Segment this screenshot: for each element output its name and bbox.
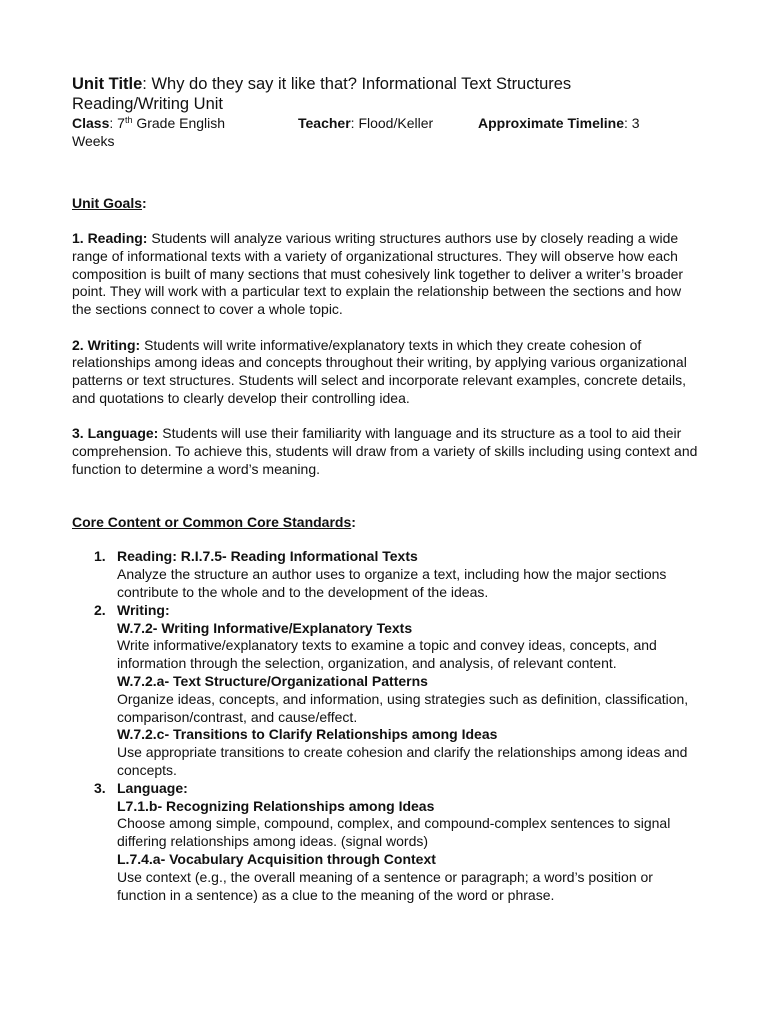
document-page	[72, 74, 702, 904]
teacher-value: : Flood/Keller	[350, 115, 434, 131]
core-standards-heading-text: Core Content or Common Core Standards	[72, 513, 352, 530]
unit-title-line2: Reading/Writing Unit	[72, 95, 224, 113]
substandard-text: Use context (e.g., the overall meaning of a sentence or paragraph; a word’s position or function in a sentence) as a clue to the meaning of the word or phrase.	[117, 868, 653, 903]
unit-title-label: Unit Title	[72, 75, 143, 93]
substandard-text: Use appropriate transitions to create cohesion and clarify the relationships among ideas and concepts.	[117, 744, 688, 779]
core-standards-heading-colon: :	[351, 513, 356, 530]
substandard-title: L.7.4.a- Vocabulary Acquisition through Context	[117, 851, 436, 867]
goal-text: Students will write informative/explanatory texts in which they create cohesion of relationships among ideas and concepts throughout their writing, by applying various organizational patterns or text structures. Students will select and incorporate relevant examples, concrete details, and quotations to clearly develop their controlling idea.	[72, 336, 687, 406]
standard-item-writing	[72, 602, 702, 780]
standard-item-reading	[72, 548, 702, 601]
teacher-info	[298, 115, 433, 133]
substandard-text: Organize ideas, concepts, and information, using strategies such as definition, classification, comparison/contrast, and cause/effect.	[117, 690, 689, 725]
timeline-value: : 3	[624, 115, 640, 131]
goal-writing	[72, 337, 702, 408]
substandard-title: L7.1.b- Recognizing Relationships among Ideas	[117, 797, 435, 814]
standard-title: Language:	[117, 779, 188, 796]
goal-reading	[72, 230, 702, 319]
standard-number: 3.	[94, 779, 106, 796]
unit-goals-heading	[72, 195, 702, 213]
standard-number: 1.	[94, 548, 106, 565]
class-info	[72, 115, 225, 133]
unit-goals-heading-text: Unit Goals	[72, 194, 143, 211]
substandard-title: W.7.2.c- Transitions to Clarify Relationships among Ideas	[117, 726, 498, 743]
substandard-title: W.7.2- Writing Informative/Explanatory Texts	[117, 619, 413, 636]
teacher-label: Teacher	[298, 115, 351, 131]
substandard-text: Write informative/explanatory texts to examine a topic and convey ideas, concepts, and information through the selection, organization, and analysis, of relevant content.	[117, 637, 657, 672]
timeline-value-continued: Weeks	[72, 133, 115, 149]
goal-label: 3. Language:	[72, 425, 159, 442]
timeline-label: Approximate Timeline	[478, 115, 625, 131]
goal-label: 2. Writing:	[72, 336, 141, 353]
class-value-pre: : 7	[109, 115, 125, 131]
class-value-sup: th	[124, 115, 133, 125]
standard-text: Analyze the structure an author uses to organize a text, including how the major sections contribute to the whole and to the development of the ideas.	[117, 566, 667, 601]
substandard-title: W.7.2.a- Text Structure/Organizational Patterns	[117, 673, 428, 690]
timeline-info	[478, 115, 640, 133]
unit-title	[72, 74, 702, 94]
goal-language	[72, 425, 702, 478]
standard-title: Reading: R.I.7.5- Reading Informational Texts	[117, 548, 418, 565]
goal-text: Students will use their familiarity with language and its structure as a tool to aid their comprehension. To achieve this, students will draw from a variety of skills including using context and function to determine a word’s meaning.	[72, 425, 698, 477]
substandard-text: Choose among simple, compound, complex, and compound-complex sentences to signal differing relationships among ideas. (signal words)	[117, 815, 671, 850]
core-standards-heading	[72, 514, 702, 532]
standard-item-language	[72, 780, 702, 905]
goal-text: Students will analyze various writing structures authors use by closely reading a wide range of informational texts with a variety of organizational structures. They will observe how each composition is built of many sections that must cohesively link together to deliver a writer’s broader point. They will work with a particular text to explain the relationship between the sections and how the sections connect to cover a whole topic.	[72, 230, 684, 318]
unit-title-text: : Why do they say it like that? Informational Text Structures	[142, 75, 572, 93]
standards-list	[72, 548, 702, 904]
standard-title: Writing:	[117, 601, 170, 618]
goal-label: 1. Reading:	[72, 230, 148, 247]
unit-goals-heading-colon: :	[142, 194, 147, 211]
standard-number: 2.	[94, 601, 106, 618]
class-info-row	[72, 115, 702, 133]
class-label: Class	[72, 115, 110, 131]
class-value-post: Grade English	[132, 115, 226, 131]
